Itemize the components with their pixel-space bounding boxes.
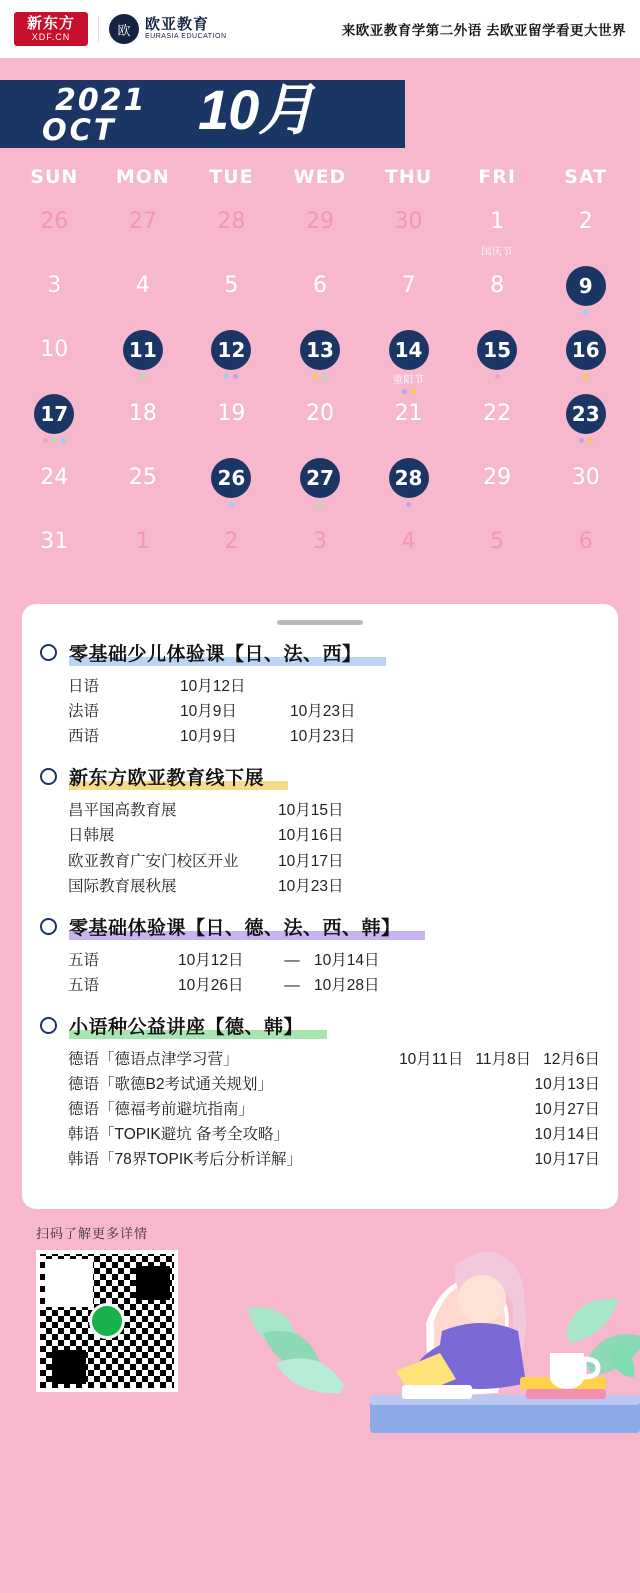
date-range-dash: — bbox=[284, 951, 300, 969]
calendar-day[interactable] bbox=[10, 394, 99, 458]
event-label: 韩语「TOPIK避坑 备考全攻略」 bbox=[68, 1126, 290, 1144]
calendar-day[interactable] bbox=[99, 202, 188, 266]
day-number: 22 bbox=[483, 401, 512, 426]
day-number: 26 bbox=[40, 209, 69, 234]
event-dots bbox=[579, 437, 593, 443]
eurasia-logo-en: EURASIA EDUCATION bbox=[145, 33, 227, 41]
weekday-thu: THU bbox=[384, 166, 433, 188]
calendar-day[interactable] bbox=[99, 458, 188, 522]
logo-divider bbox=[98, 16, 99, 42]
weekday-mon: MON bbox=[115, 166, 170, 188]
day-number: 28 bbox=[389, 458, 429, 498]
events-card bbox=[22, 604, 618, 1209]
section-rows bbox=[68, 674, 600, 749]
event-dates bbox=[523, 1122, 600, 1147]
event-label: 德语「歌德B2考试通关规划」 bbox=[68, 1076, 273, 1094]
day-number: 7 bbox=[401, 273, 416, 298]
event-label: 德语「德语点津学习营」 bbox=[68, 1050, 239, 1068]
event-dot-icon bbox=[313, 374, 318, 379]
section-rows bbox=[68, 798, 600, 898]
day-number: 28 bbox=[217, 209, 246, 234]
section-header bbox=[40, 913, 600, 940]
event-row bbox=[68, 699, 600, 724]
section-title-wrap bbox=[69, 763, 264, 790]
day-number: 6 bbox=[578, 529, 593, 554]
event-section bbox=[40, 763, 600, 898]
day-number: 24 bbox=[40, 465, 69, 490]
day-number: 11 bbox=[123, 330, 163, 370]
section-header bbox=[40, 763, 600, 790]
event-dot-icon bbox=[229, 502, 234, 507]
event-date: 10月23日 bbox=[290, 728, 356, 746]
qr-code[interactable] bbox=[36, 1250, 178, 1392]
slogan-text: 来欧亚教育学第二外语 去欧亚留学看更大世界 bbox=[341, 23, 626, 38]
calendar-day[interactable] bbox=[453, 330, 542, 394]
bullet-ring-icon bbox=[40, 1017, 57, 1034]
event-date: 12月6日 bbox=[543, 1050, 600, 1068]
bullet-ring-icon bbox=[40, 918, 57, 935]
event-dot-icon bbox=[224, 374, 229, 379]
calendar-day[interactable] bbox=[99, 394, 188, 458]
event-label: 日语 bbox=[68, 678, 100, 695]
calendar-day[interactable] bbox=[453, 202, 542, 266]
event-dots bbox=[583, 309, 588, 315]
event-date: 10月17日 bbox=[278, 852, 344, 870]
event-dot-icon bbox=[588, 438, 593, 443]
calendar-day[interactable] bbox=[453, 394, 542, 458]
calendar-day[interactable] bbox=[541, 330, 630, 394]
day-number: 4 bbox=[135, 273, 150, 298]
day-number: 13 bbox=[300, 330, 340, 370]
bullet-ring-icon bbox=[40, 768, 57, 785]
calendar-day[interactable] bbox=[364, 458, 453, 522]
day-number: 1 bbox=[135, 529, 150, 554]
event-date: 10月16日 bbox=[278, 827, 344, 845]
event-dots bbox=[229, 501, 234, 507]
day-number: 1 bbox=[490, 209, 505, 234]
calendar-day[interactable] bbox=[10, 202, 99, 266]
weekday-tue: TUE bbox=[209, 166, 254, 188]
event-label: 欧亚教育广安门校区开业 bbox=[68, 852, 239, 870]
event-label: 韩语「78界TOPIK考后分析详解」 bbox=[68, 1151, 302, 1169]
day-number: 23 bbox=[566, 394, 606, 434]
event-date: 10月28日 bbox=[314, 976, 380, 994]
date-range-dash: — bbox=[284, 976, 300, 994]
event-date: 10月12日 bbox=[178, 951, 244, 969]
section-title: 小语种公益讲座【德、韩】 bbox=[69, 1016, 304, 1038]
day-number: 2 bbox=[578, 209, 593, 234]
event-dates bbox=[387, 1047, 600, 1072]
section-title: 零基础体验课【日、德、法、西、韩】 bbox=[69, 917, 401, 939]
event-row bbox=[68, 849, 600, 874]
event-label: 西语 bbox=[68, 728, 100, 746]
month-en-label: OCT bbox=[42, 113, 117, 147]
day-number: 5 bbox=[224, 273, 239, 298]
day-number: 5 bbox=[490, 529, 505, 554]
event-row bbox=[68, 823, 600, 848]
calendar-day[interactable] bbox=[10, 458, 99, 522]
day-number: 6 bbox=[312, 273, 327, 298]
event-row bbox=[68, 798, 600, 823]
event-date: 10月9日 bbox=[180, 728, 237, 746]
event-label: 国际教育展秋展 bbox=[68, 877, 177, 895]
eurasia-logo bbox=[109, 14, 227, 44]
calendar-day[interactable] bbox=[99, 522, 188, 586]
calendar-day[interactable] bbox=[364, 394, 453, 458]
calendar-day[interactable] bbox=[276, 330, 365, 394]
xdf-logo bbox=[14, 12, 88, 46]
day-number: 29 bbox=[483, 465, 512, 490]
calendar-day[interactable] bbox=[453, 266, 542, 330]
event-dots bbox=[406, 501, 411, 507]
event-dot-icon bbox=[43, 438, 48, 443]
weekday-row bbox=[0, 166, 640, 188]
event-label: 五语 bbox=[68, 951, 100, 969]
day-number: 20 bbox=[305, 401, 334, 426]
xdf-logo-cn: 新东方 bbox=[26, 15, 75, 32]
day-number: 16 bbox=[566, 330, 606, 370]
event-row bbox=[68, 1047, 600, 1072]
event-dot-icon bbox=[495, 374, 500, 379]
card-handle bbox=[277, 620, 363, 625]
festival-label: 国庆节 bbox=[481, 247, 513, 258]
day-number: 27 bbox=[128, 209, 157, 234]
event-section bbox=[40, 639, 600, 749]
event-dots bbox=[583, 373, 588, 379]
event-label: 德语「德福考前避坑指南」 bbox=[68, 1101, 255, 1119]
calendar-grid bbox=[0, 202, 640, 586]
calendar-day[interactable] bbox=[276, 202, 365, 266]
day-number: 3 bbox=[47, 273, 62, 298]
event-row bbox=[68, 1147, 600, 1172]
section-title-wrap bbox=[69, 1012, 303, 1039]
day-number: 8 bbox=[490, 273, 505, 298]
event-label: 昌平国高教育展 bbox=[68, 802, 177, 820]
event-dates bbox=[523, 1072, 600, 1097]
event-dot-icon bbox=[583, 374, 588, 379]
event-dots bbox=[495, 373, 500, 379]
calendar-day[interactable] bbox=[364, 202, 453, 266]
event-row bbox=[68, 1122, 600, 1147]
section-rows bbox=[68, 1047, 600, 1173]
day-number: 30 bbox=[394, 209, 423, 234]
event-dot-icon bbox=[317, 502, 322, 507]
event-date: 10月14日 bbox=[314, 951, 380, 969]
event-dot-icon bbox=[61, 438, 66, 443]
day-number: 19 bbox=[217, 401, 246, 426]
calendar-day[interactable] bbox=[364, 266, 453, 330]
event-row bbox=[68, 874, 600, 899]
day-number: 12 bbox=[211, 330, 251, 370]
event-dots bbox=[224, 373, 238, 379]
event-date: 10月23日 bbox=[278, 877, 344, 895]
month-header bbox=[0, 58, 640, 158]
event-row bbox=[68, 973, 600, 998]
calendar-day[interactable] bbox=[541, 522, 630, 586]
calendar-day[interactable] bbox=[364, 330, 453, 394]
event-date: 10月9日 bbox=[180, 703, 237, 721]
calendar-day[interactable] bbox=[99, 266, 188, 330]
calendar-day[interactable] bbox=[276, 394, 365, 458]
event-date: 10月13日 bbox=[534, 1076, 600, 1094]
calendar-day[interactable] bbox=[99, 330, 188, 394]
event-row bbox=[68, 674, 600, 699]
event-label: 法语 bbox=[68, 703, 100, 721]
day-number: 18 bbox=[128, 401, 157, 426]
event-dot-icon bbox=[583, 310, 588, 315]
section-rows bbox=[68, 948, 600, 998]
qr-center-logo-icon bbox=[89, 1303, 125, 1339]
day-number: 26 bbox=[211, 458, 251, 498]
day-number: 2 bbox=[224, 529, 239, 554]
year-label: 2021 bbox=[55, 83, 147, 118]
eurasia-logo-cn: 欧亚教育 bbox=[145, 16, 210, 34]
day-number: 27 bbox=[300, 458, 340, 498]
calendar-day[interactable] bbox=[364, 522, 453, 586]
calendar-day[interactable] bbox=[187, 330, 276, 394]
event-date: 10月27日 bbox=[534, 1101, 600, 1119]
section-title: 新东方欧亚教育线下展 bbox=[69, 768, 265, 790]
day-number: 3 bbox=[312, 529, 327, 554]
weekday-wed: WED bbox=[293, 166, 347, 188]
section-header bbox=[40, 1012, 600, 1039]
event-dot-icon bbox=[322, 374, 327, 379]
event-row bbox=[68, 724, 600, 749]
calendar-day[interactable] bbox=[541, 394, 630, 458]
event-dot-icon bbox=[52, 438, 57, 443]
event-label: 五语 bbox=[68, 976, 100, 994]
event-dot-icon bbox=[140, 374, 145, 379]
event-dates bbox=[523, 1097, 600, 1122]
day-number: 14 bbox=[389, 330, 429, 370]
calendar-day[interactable] bbox=[541, 458, 630, 522]
day-number: 30 bbox=[571, 465, 600, 490]
day-number: 31 bbox=[40, 529, 69, 554]
event-row bbox=[68, 1097, 600, 1122]
event-section bbox=[40, 1012, 600, 1173]
festival-label: 重阳节 bbox=[392, 375, 425, 386]
event-dot-icon bbox=[233, 374, 238, 379]
event-date: 10月11日 bbox=[399, 1050, 464, 1068]
weekday-sun: SUN bbox=[30, 166, 79, 188]
event-dot-icon bbox=[406, 502, 411, 507]
event-date: 10月17日 bbox=[534, 1151, 600, 1169]
event-dots bbox=[43, 437, 66, 443]
event-section bbox=[40, 913, 600, 998]
event-date: 10月23日 bbox=[290, 703, 356, 721]
day-number: 9 bbox=[566, 266, 606, 306]
day-number: 17 bbox=[34, 394, 74, 434]
calendar-day[interactable] bbox=[541, 266, 630, 330]
calendar-day[interactable] bbox=[453, 522, 542, 586]
weekday-fri: FRI bbox=[478, 166, 516, 188]
section-header bbox=[40, 639, 600, 666]
calendar-day[interactable] bbox=[187, 458, 276, 522]
calendar-day[interactable] bbox=[10, 522, 99, 586]
day-number: 15 bbox=[477, 330, 517, 370]
day-number: 29 bbox=[305, 209, 334, 234]
event-date: 10月12日 bbox=[180, 678, 246, 695]
calendar-day[interactable] bbox=[187, 394, 276, 458]
event-dots bbox=[313, 373, 327, 379]
event-date: 10月26日 bbox=[178, 976, 244, 994]
calendar-day[interactable] bbox=[10, 266, 99, 330]
day-number: 4 bbox=[401, 529, 416, 554]
calendar-day[interactable] bbox=[187, 522, 276, 586]
calendar-day[interactable] bbox=[276, 458, 365, 522]
event-dots bbox=[140, 373, 145, 379]
day-number: 21 bbox=[394, 401, 423, 426]
scan-hint-text: 扫码了解更多详情 bbox=[36, 1225, 149, 1241]
calendar-day[interactable] bbox=[10, 330, 99, 394]
event-date: 10月15日 bbox=[278, 802, 344, 820]
event-row bbox=[68, 948, 600, 973]
event-dots bbox=[317, 501, 322, 507]
section-title-wrap bbox=[69, 639, 362, 666]
event-date: 11月8日 bbox=[475, 1050, 532, 1068]
day-number: 25 bbox=[128, 465, 157, 490]
events-sections bbox=[40, 639, 600, 1173]
xdf-logo-domain: XDF.CN bbox=[31, 32, 71, 42]
eurasia-badge-icon: 欧 bbox=[109, 14, 139, 44]
calendar-day[interactable] bbox=[276, 266, 365, 330]
calendar-day[interactable] bbox=[453, 458, 542, 522]
calendar-day[interactable] bbox=[187, 202, 276, 266]
bullet-ring-icon bbox=[40, 644, 57, 661]
event-row bbox=[68, 1072, 600, 1097]
event-date: 10月14日 bbox=[534, 1126, 600, 1144]
calendar-day[interactable] bbox=[276, 522, 365, 586]
section-title: 零基础少儿体验课【日、法、西】 bbox=[69, 644, 362, 665]
day-number: 10 bbox=[40, 337, 69, 362]
footer bbox=[0, 1223, 640, 1433]
event-dot-icon bbox=[579, 438, 584, 443]
event-dates bbox=[523, 1147, 600, 1172]
month-cn-label: 10月 bbox=[198, 78, 314, 141]
weekday-sat: SAT bbox=[564, 166, 608, 188]
event-label: 日韩展 bbox=[68, 827, 115, 845]
calendar-day[interactable] bbox=[187, 266, 276, 330]
top-bar bbox=[0, 0, 640, 58]
section-title-wrap bbox=[69, 913, 401, 940]
calendar-day[interactable] bbox=[541, 202, 630, 266]
